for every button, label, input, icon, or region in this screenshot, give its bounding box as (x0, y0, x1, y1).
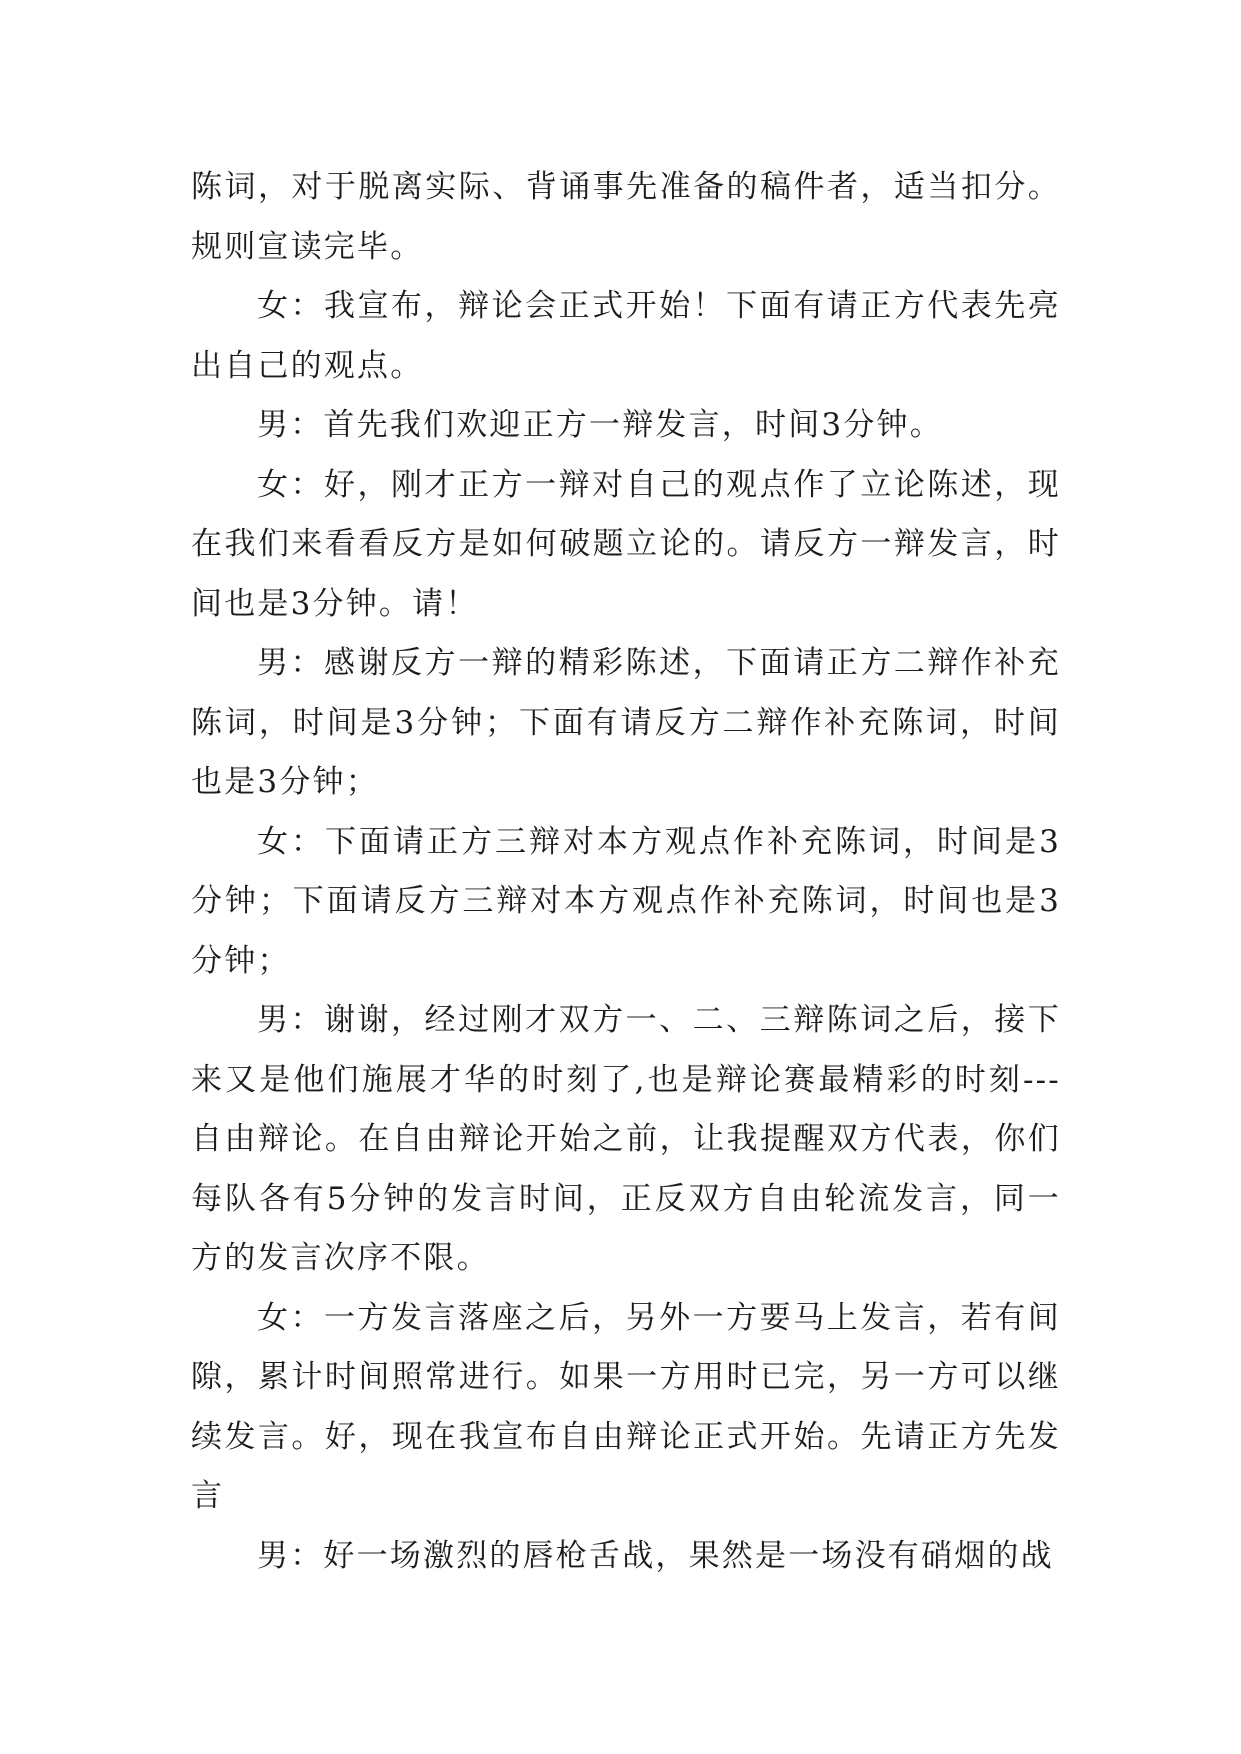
paragraph-male-first-speaker: 男：首先我们欢迎正方一辩发言，时间3分钟。 (257, 407, 943, 443)
paragraph-rules-end: 陈词，对于脱离实际、背诵事先准备的稿件者，适当扣分。规则宣读完毕。 (191, 169, 1061, 265)
paragraph-male-closing: 男：好一场激烈的唇枪舌战，果然是一场没有硝烟的战 (257, 1537, 1054, 1574)
paragraph-male-free-debate-intro: 男：谢谢，经过刚才双方一、二、三辩陈词之后，接下来又是他们施展才华的时刻了,也是辩论赛最精彩的时刻---自由辩论。在自由辩论开始之前，让我提醒双方代表，你们每队各有5分钟的发言时间，正反双方自由轮流发言，同一方的发言次序不限。 (191, 1002, 1061, 1276)
paragraph-male-second-speakers: 男：感谢反方一辩的精彩陈述，下面请正方二辩作补充陈词，时间是3分钟；下面有请反方二辩作补充陈词，时间也是3分钟； (191, 645, 1061, 800)
paragraph-female-opposition-first: 女：好，刚才正方一辩对自己的观点作了立论陈述，现在我们来看看反方是如何破题立论的。请反方一辩发言，时间也是3分钟。请！ (191, 466, 1061, 622)
paragraph-female-free-debate-rules: 女：一方发言落座之后，另外一方要马上发言，若有间隙，累计时间照常进行。如果一方用时已完，另一方可以继续发言。好，现在我宣布自由辩论正式开始。先请正方先发言 (191, 1299, 1061, 1514)
document-body (191, 158, 1061, 1586)
paragraph-female-announce-start: 女：我宣布，辩论会正式开始！下面有请正方代表先亮出自己的观点。 (191, 288, 1061, 384)
paragraph-female-third-speakers: 女：下面请正方三辩对本方观点作补充陈词，时间是3分钟；下面请反方三辩对本方观点作补充陈词，时间也是3分钟； (191, 823, 1061, 979)
